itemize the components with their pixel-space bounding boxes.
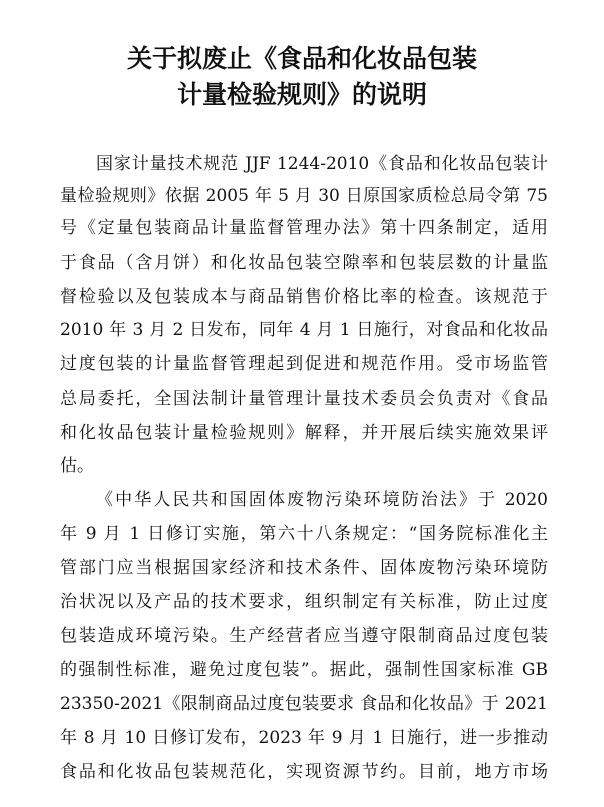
paragraph-1-line-4: 于食品（含月饼）和化妆品包装空隙率和包装层数的计量监 (60, 253, 548, 273)
paragraph-2-line-9: 食品和化妆品包装规范化，实现资源节约。目前，地方市场 (60, 762, 548, 782)
paragraph-1-line-8: 总局委托，全国法制计量管理计量技术委员会负责对《食品 (60, 389, 548, 409)
document-title-line-2: 计量检验规则》的说明 (176, 80, 427, 109)
paragraph-1-line-9: 和化妆品包装计量检验规则》解释，并开展后续实施效果评 (60, 423, 548, 443)
paragraph-1-line-2: 量检验规则》依据 2005 年 5 月 30 日原国家质检总局令第 75 (60, 186, 548, 206)
paragraph-1-line-5: 督检验以及包装成本与商品销售价格比率的检查。该规范于 (60, 287, 548, 307)
paragraph-2-line-4: 治状况以及产品的技术要求，组织制定有关标准，防止过度 (60, 592, 548, 612)
paragraph-1-line-6: 2010 年 3 月 2 日发布，同年 4 月 1 日施行，对食品和化妆品 (60, 320, 548, 340)
paragraph-2-line-3: 管部门应当根据国家经济和技术条件、固体废物污染环境防 (60, 558, 548, 578)
paragraph-1-line-10: 估。 (60, 456, 94, 476)
paragraph-2-line-5: 包装造成环境污染。生产经营者应当遵守限制商品过度包装 (60, 626, 548, 646)
paragraph-2-line-6: 的强制性标准，避免过度包装”。据此，强制性国家标准 GB (60, 660, 548, 680)
paragraph-2-line-7: 23350-2021《限制商品过度包装要求 食品和化妆品》于 2021 (60, 694, 548, 714)
document-title-line-1: 关于拟废止《食品和化妆品包装 (126, 44, 477, 73)
paragraph-1-line-7: 过度包装的计量监督管理起到促进和规范作用。受市场监管 (60, 354, 548, 374)
paragraph-1-line-3: 号《定量包装商品计量监督管理办法》第十四条制定，适用 (60, 218, 548, 238)
paragraph-2-line-2: 年 9 月 1 日修订实施，第六十八条规定：“国务院标准化主 (60, 524, 548, 544)
paragraph-2-line-1: 《中华人民共和国固体废物污染环境防治法》于 2020 (96, 490, 548, 510)
paragraph-1-line-1: 国家计量技术规范 JJF 1244-2010《食品和化妆品包装计 (96, 154, 548, 174)
paragraph-2-line-8: 年 8 月 10 日修订发布，2023 年 9 月 1 日施行，进一步推动 (60, 728, 548, 748)
